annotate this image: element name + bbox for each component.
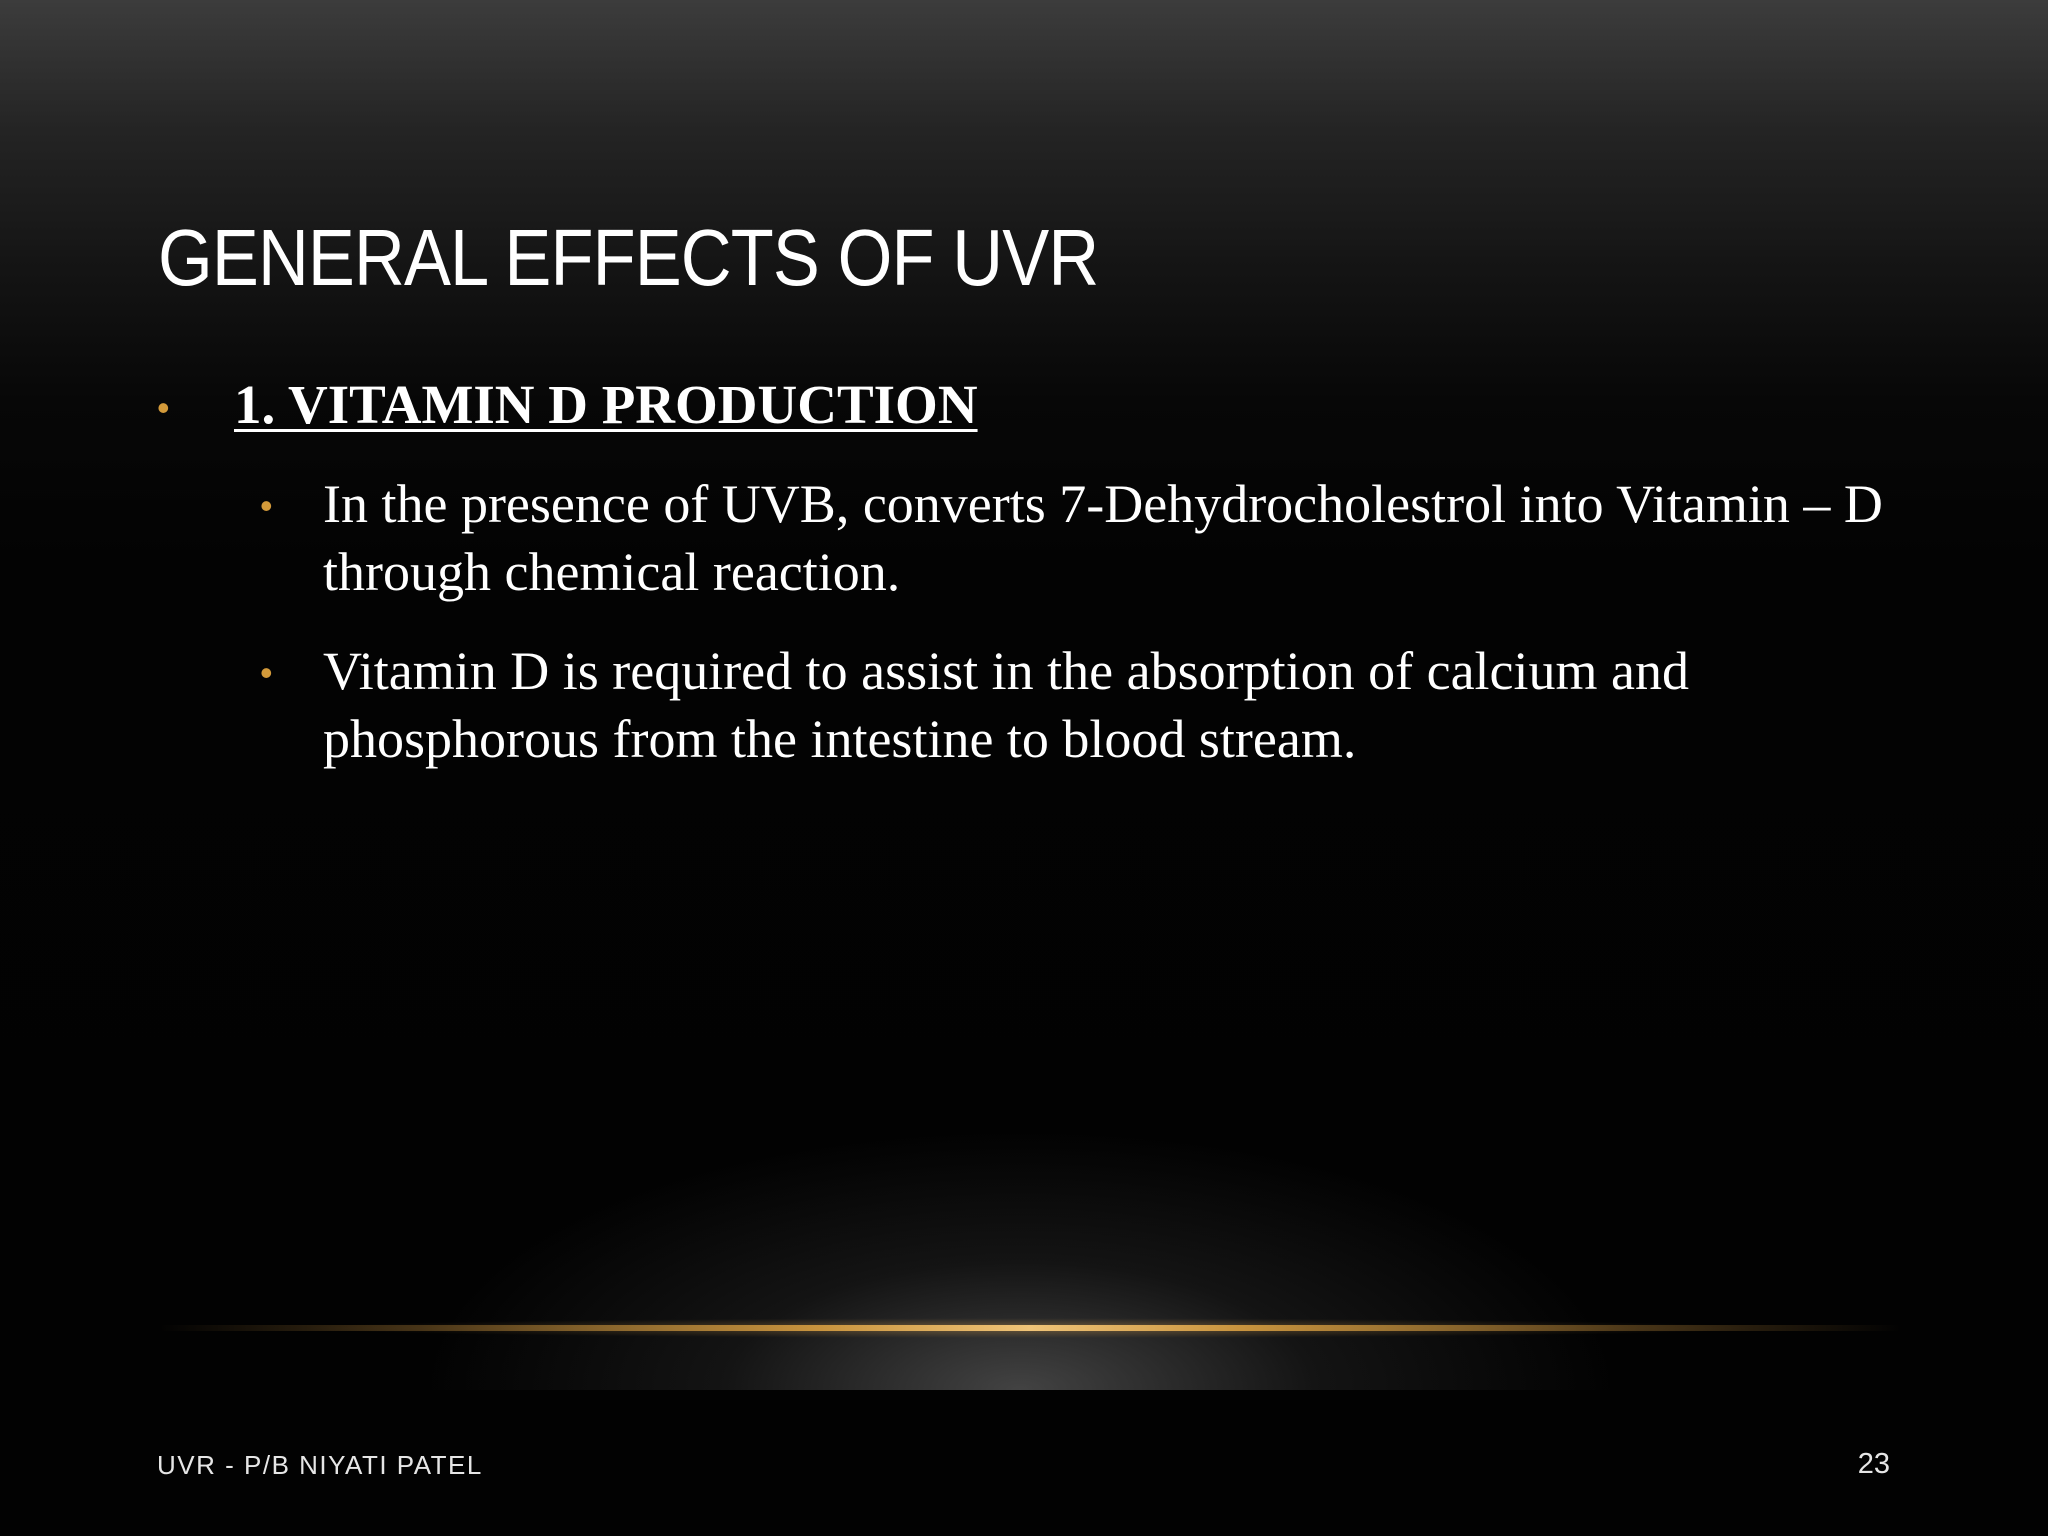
footer-text: UVR - P/B NIYATI PATEL xyxy=(157,1450,483,1480)
page-number: 23 xyxy=(1857,1448,1890,1480)
slide-title: GENERAL EFFECTS OF UVR xyxy=(158,213,1099,302)
accent-line xyxy=(160,1325,1900,1331)
bullet-dot-icon: • xyxy=(157,387,170,428)
section-heading: 1. VITAMIN D PRODUCTION xyxy=(234,374,978,435)
bullet-item-1: In the presence of UVB, converts 7-Dehydrocholestrol into Vitamin – D through chemical reaction. xyxy=(323,474,1883,602)
bullet-item-2: Vitamin D is required to assist in the absorption of calcium and phosphorous from the intestine to blood stream. xyxy=(323,641,1689,769)
sub-bullet-dot-icon: • xyxy=(260,652,273,693)
sub-bullet-dot-icon: • xyxy=(260,485,273,526)
bottom-glow xyxy=(420,1130,1620,1390)
